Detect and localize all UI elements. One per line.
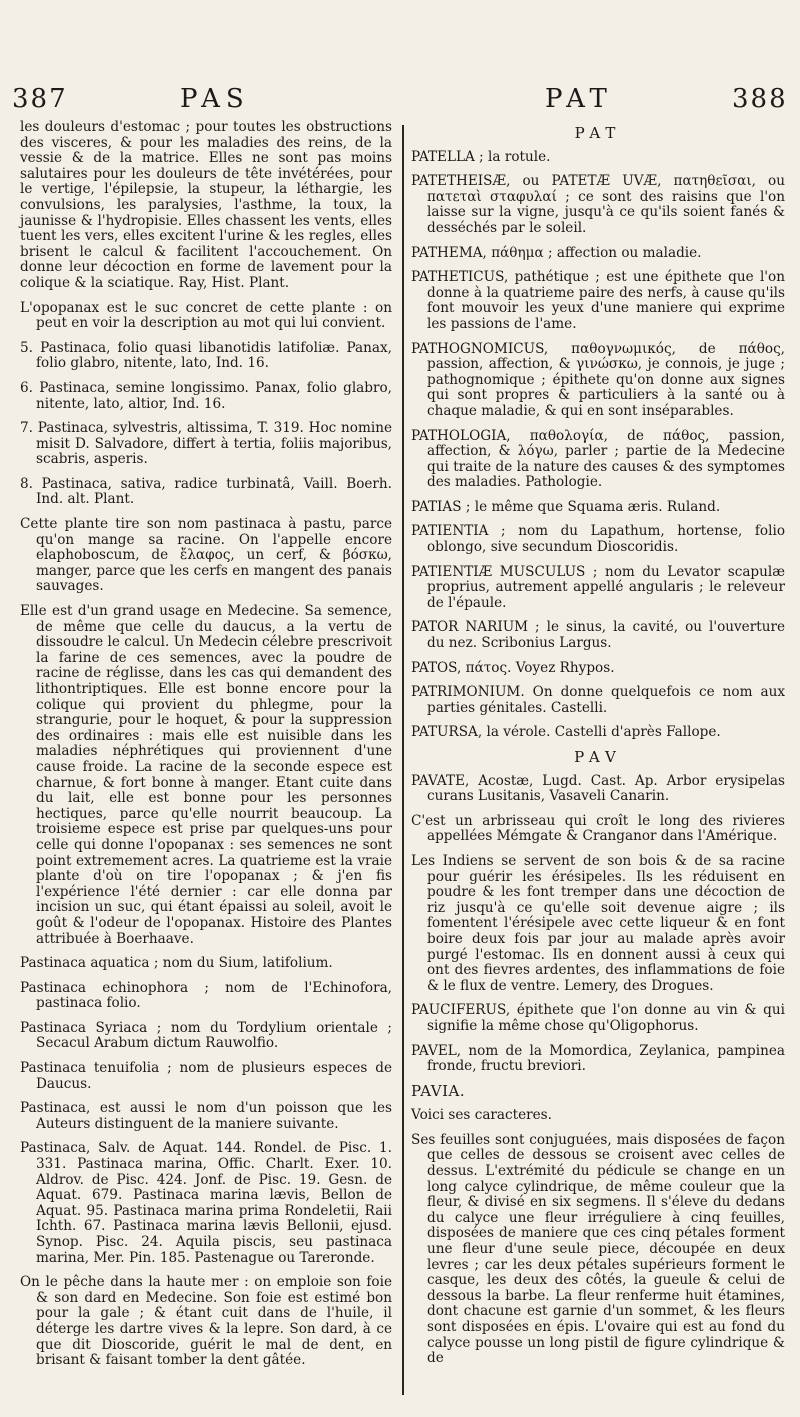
page-number-right: 388 <box>732 84 788 114</box>
section-heading-pat: PAT <box>574 124 622 142</box>
section-heading-pav: PAV <box>574 748 622 766</box>
column-divider <box>402 125 404 1395</box>
page-number-left: 387 <box>12 84 68 114</box>
species-entry: 7. Pastinaca, sylvestris, altissima, T. 319. Hoc nomine misit D. Salvadore, differt à tertia, foliis majoribus, scabris, asperis. <box>20 420 392 468</box>
dictionary-entry: PATOS, πάτος. Voyez Rhypos. <box>411 659 615 676</box>
running-head-right: PAT <box>545 84 613 114</box>
left-column <box>20 120 392 1378</box>
paragraph: Les Indiens se servent de son bois & de sa racine pour guérir les érésipeles. Ils les réduisent en poudre & les font tremper dans une décoction de riz jusqu'à ce qu'elle soit devenue aigre ; ils fomentent l'érésipele avec cette liqueur & en font boire deux fois par jour au malade après avoir purgé l'estomac. Ils en donnent aussi à ceux qui ont des fievres ardentes, des inflammations de foie & le flux de ventre. Lemery, des Drogues. <box>411 852 785 994</box>
dictionary-entry: PATOR NARIUM ; le sinus, la cavité, ou l'ouverture du nez. Scribonius Largus. <box>411 619 785 652</box>
page-header <box>0 84 800 124</box>
dictionary-entry: PATHOLOGIA, παθολογία, de πάθος, passion, affection, & λόγω, parler ; partie de la Medecine qui traite de la nature des causes & des symptomes des maladies. Pathologie. <box>411 427 785 491</box>
entry: Pastinaca tenuifolia ; nom de plusieurs especes de Daucus. <box>20 1060 392 1092</box>
paragraph: C'est un arbrisseau qui croît le long des rivieres appellées Mémgate & Cranganor dans l'Amérique. <box>411 812 785 845</box>
dictionary-entry: PATHOGNOMICUS, παθογνωμικός, de πάθος, passion, affection, & γινώσκω, je connois, je juge ; pathognomique ; épithete qu'on donne aux signes qui sont propres & particuliers à la santé ou à chaque maladie, & qui en sont inséparables. <box>411 340 785 419</box>
paragraph: Cette plante tire son nom pastinaca à pastu, parce qu'on mange sa racine. On l'appelle encore elaphoboscum, de ἔλαφος, un cerf, & βόσκω, manger, parce que les cerfs en mangent des panais sauvages. <box>20 516 392 595</box>
dictionary-entry: PATIAS ; le même que Squama æris. Ruland. <box>411 498 721 515</box>
dictionary-entry: PAVATE, Acostæ, Lugd. Cast. Ap. Arbor erysipelas curans Lusitanis, Vasaveli Canarin. <box>411 772 785 805</box>
dictionary-entry: PATRIMONIUM. On donne quelquefois ce nom aux parties génitales. Castelli. <box>411 684 785 716</box>
species-entry: 6. Pastinaca, semine longissimo. Panax, folio glabro, nitente, lato, altior, Ind. 16. <box>20 379 392 412</box>
dictionary-entry: PAUCIFERUS, épithete que l'on donne au vin & qui signifie la même chose qu'Oligophorus. <box>411 1002 785 1034</box>
paragraph: Pastinaca, Salv. de Aquat. 144. Rondel. de Pisc. 1. 331. Pastinaca marina, Offic. Charlt. Exer. 10. Aldrov. de Pisc. 424. Jonf. de Pisc. 19. Gesn. de Aquat. 679. Pastinaca marina lævis, Bellon de Aquat. 95. Pastinaca marina prima Rondeletii, Raii Ichth. 67. Pastinaca marina lævis Bellonii, ejusd. Synop. Pisc. 24. Aquila piscis, seu pastinaca marina, Mer. Pin. 185. Pastenague ou Tareronde. <box>20 1140 392 1266</box>
paragraph: On le pêche dans la haute mer : on emploie son foie & son dard en Medecine. Son foie est estimé bon pour la gale ; & étant cuit dans de l'huile, il déterge les dartre vives & la lepre. Son dard, à ce que dit Dioscoride, guérit le mal de dent, en brisant & faisant tomber la dent gâtée. <box>20 1274 392 1369</box>
dictionary-entry: PATHEMA, πάθημα ; affection ou maladie. <box>411 244 702 261</box>
species-entry: 8. Pastinaca, sativa, radice turbinatâ, Vaill. Boerh. Ind. alt. Plant. <box>20 475 392 508</box>
right-column <box>411 120 785 1376</box>
paragraph: Elle est d'un grand usage en Medecine. Sa semence, de même que celle du daucus, a la vertu de dissoudre le calcul. Un Medecin célebre prescrivoit la farine de ces semences, avec la poudre de racine de réglisse, dans les cas qui demandent des lithontriptiques. Elle est bonne encore pour la colique qui provient du phlegme, pour la strangurie, pour le hoquet, & pour la suppression des ordinaires : mais elle est nuisible dans les maladies néphrétiques qui proviennent d'une cause froide. La racine de la seconde espece est charnue, & fort bonne à manger. Etant cuite dans du lait, elle est bonne pour les personnes hectiques, parce qu'elle nourrit beaucoup. La troisieme espece est prise par quelques-uns pour celle qui donne l'opopanax : ses semences ne sont point extremement acres. La quatrieme est la vraie plante d'où on tire l'opopanax ; & j'en fis l'expérience l'été dernier : car elle donna par incision un suc, qui étant épaissi au soleil, avoit le goût & l'odeur de l'opopanax. Histoire des Plantes attribuée à Boerhaave. <box>20 603 392 947</box>
paragraph: Voici ses caracteres. <box>411 1107 552 1124</box>
paragraph: L'opopanax est le suc concret de cette plante : on peut en voir la description au mot qui lui convient. <box>20 299 392 332</box>
dictionary-entry: PATETHEISÆ, ou PATETÆ UVÆ, πατηθεῖσαι, ou πατεταὶ σταφυλαί ; ce sont des raisins que l'on laisse sur la vigne, jusqu'à ce qu'ils soient fanés & desséchés par le soleil. <box>411 173 785 236</box>
dictionary-entry: PATIENTIA ; nom du Lapathum, hortense, folio oblongo, sive secundum Dioscoridis. <box>411 523 785 556</box>
running-head-left: PAS <box>180 84 250 114</box>
dictionary-entry: PATHETICUS, pathétique ; est une épithete que l'on donne à la quatrieme paire des nerfs, à cause qu'ils font mouvoir les yeux d'une maniere qui exprime les passions de l'ame. <box>411 269 785 332</box>
dictionary-entry: PAVEL, nom de la Momordica, Zeylanica, pampinea fronde, fructu breviori. <box>411 1042 785 1075</box>
paragraph: Pastinaca, est aussi le nom d'un poisson que les Auteurs distinguent de la maniere suivante. <box>20 1100 392 1132</box>
species-entry: 5. Pastinaca, folio quasi libanotidis latifoliæ. Panax, folio glabro, nitente, lato, Ind. 16. <box>20 339 392 372</box>
dictionary-entry: PATIENTIÆ MUSCULUS ; nom du Levator scapulæ proprius, autrement appellé angularis ; le releveur de l'épaule. <box>411 563 785 611</box>
dictionary-entry: PATURSA, la vérole. Castelli d'après Fallope. <box>411 724 721 741</box>
paragraph: les douleurs d'estomac ; pour toutes les obstructions des visceres, & pour les maladies des reins, de la vessie & de la matrice. Elles ne sont pas moins salutaires pour les douleurs de tête invétérées, pour le vertige, l'épilepsie, la stupeur, la léthargie, les convulsions, les paralysies, l'asthme, la toux, la jaunisse & l'hydropisie. Elles chassent les vents, elles tuent les vers, elles excitent l'urine & les regles, elles brisent le calcul & facilitent l'accouchement. On donne leur décoction en forme de lavement pour la colique & la sciatique. Ray, Hist. Plant. <box>20 119 392 291</box>
dictionary-entry: PATELLA ; la rotule. <box>411 148 551 165</box>
entry: Pastinaca echinophora ; nom de l'Echinofora, pastinaca folio. <box>20 979 392 1012</box>
entry: Pastinaca Syriaca ; nom du Tordylium orientale ; Secacul Arabum dictum Rauwolfio. <box>20 1019 392 1052</box>
entry: Pastinaca aquatica ; nom du Sium, latifolium. <box>20 955 333 972</box>
paragraph: Ses feuilles sont conjuguées, mais disposées de façon que celles de dessous se croisent avec celles de dessus. L'extrémité du pédicule se change en un long calyce cylindrique, de même couleur que la fleur, & divisé en six segmens. Il s'éleve du dedans du calyce une fleur irréguliere à cinq feuilles, disposées de maniere que ces cinq pétales forment une fleur d'une seule piece, découpée en deux levres ; car les deux pétales supérieurs forment le casque, les deux des côtés, la gueule & celui de dessous la barbe. La fleur renferme huit étamines, dont chacune est garnie d'un sommet, & les fleurs sont disposées en épis. L'ovaire qui est au fond du calyce pousse un long pistil de figure cylindrique & de <box>411 1131 785 1367</box>
dictionary-entry: PAVIA. <box>411 1081 466 1100</box>
